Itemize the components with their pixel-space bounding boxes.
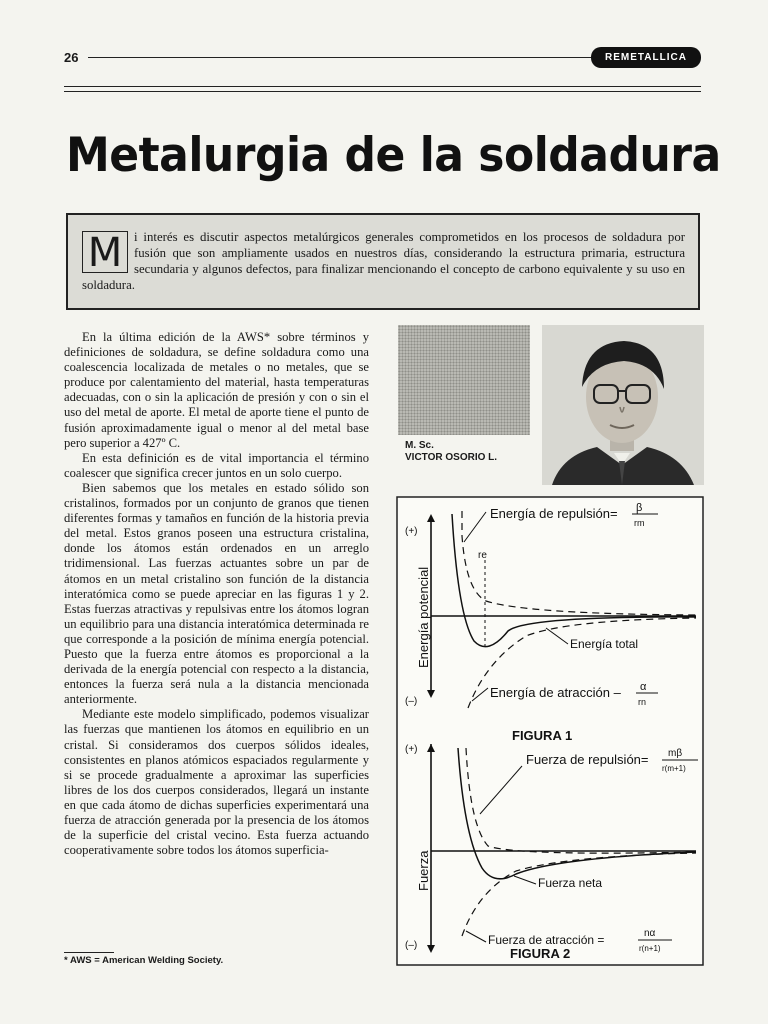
page-number: 26 (64, 50, 79, 65)
fig2-attraction-den: r(n+1) (639, 944, 661, 953)
fig2-attraction-num: nα (644, 928, 656, 939)
article-title: Metalurgia de la soldadura (66, 128, 721, 184)
body-paragraph: En la última edición de la AWS* sobre términos y definiciones de soldadura, se define soldadura como una coalescencia localizada de metales o no metales, que se produce por calentamiento del material, hasta temperaturas adecuadas, con o sin la aplicación de presión y con o sin el uso del metal de aporte. El metal de aporte tiene el punto de fusión aproximadamente igual o menor al del metal base pero superior a 427º C. (64, 330, 369, 450)
fig1-total-label: Energía total (570, 637, 639, 651)
author-portrait (542, 325, 704, 485)
fig1-attraction-label: Energía de atracción – (490, 685, 621, 700)
body-paragraph: En esta definición es de vital importancia el término coalescer que significa crecer juntos en un solo cuerpo. (64, 450, 369, 480)
fig2-plus-label: (+) (405, 744, 418, 755)
fig1-repulsion-label: Energía de repulsión= (490, 506, 618, 521)
fig1-attraction-num: α (640, 681, 647, 693)
footnote: * AWS = American Welding Society. (64, 955, 224, 966)
body-paragraph: Bien sabemos que los metales en estado sólido son cristalinos, formados por un conjunto de granos que tienen diferentes formas y tamaños en función de la historia previa del metal. Estos granos poseen una estructura cristalina, donde los átomos están ordenados en un arreglo tridimensional. Las fuerzas actuantes sobre un par de átomos en un metal cristalino son función de la distancia interatómica como se puede apreciar en las figuras 1 y 2. Estas fuerzas atractivas y repulsivas entre los átomos logran un equilibrio para una distancia interatómica determinada re que corresponde a la posición de mínima energía potencial. Puesto que la fuerza entre átomos es proporcional a la derivada de la energía potencial con respecto a la distancia, entonces la fuerza será nula a la distancia mencionada anteriormente. (64, 480, 369, 707)
fig2-repulsion-num: mβ (668, 748, 683, 759)
author-name: VICTOR OSORIO L. (405, 452, 498, 463)
fig2-minus-label: (–) (405, 940, 418, 951)
abstract-box (66, 213, 700, 310)
fig1-plus-label: (+) (405, 526, 418, 537)
body-column (64, 330, 369, 858)
footnote-rule (64, 952, 114, 953)
fig2-y-label: Fuerza (416, 850, 431, 891)
magazine-badge: REMETALLICA (591, 47, 701, 68)
fig2-repulsion-label: Fuerza de repulsión= (526, 752, 649, 767)
abstract-text: i interés es discutir aspectos metalúrgicos generales comprometidos en los procesos de soldadura por fusión que son ampliamente usados en nuestros días, considerando la estructura primaria, estructura secundaria y algunos defectos, para finalizar mencionando el concepto de carbono equivalente y su uso en soldadura. (82, 230, 685, 292)
fig1-minus-label: (–) (405, 696, 418, 707)
fig2-attraction-label: Fuerza de atracción = (488, 933, 605, 947)
fig1-y-label: Energía potencial (416, 566, 431, 668)
halftone-panel (398, 325, 530, 435)
fig1-attraction-den: rn (638, 697, 647, 707)
header-rule (88, 57, 593, 58)
fig2-net-label: Fuerza neta (538, 876, 603, 890)
author-caption (405, 440, 497, 464)
fig1-repulsion-den: rm (634, 518, 645, 528)
double-rule-divider (64, 86, 701, 92)
fig2-repulsion-den: r(m+1) (662, 764, 686, 773)
fig2-caption: FIGURA 2 (510, 946, 571, 961)
abstract-dropcap: M (82, 231, 128, 273)
figures-panel (396, 496, 704, 966)
fig1-repulsion-num: β (636, 502, 643, 514)
author-degree: M. Sc. (405, 440, 434, 451)
body-paragraph: Mediante este modelo simplificado, podemos visualizar las fuerzas que mantienen los átomos en equilibrio en un cristal. Si consideramos dos cuerpos sólidos ideales, consistentes en planos atómicos espaciados regularmente y si se procede gradualmente a aproximar las superficies libres de los dos cuerpos considerados, llegará un instante en que cada átomo de dichas superficies experimentará una fuerza de atracción generada por la presencia de los átomos de la superficie del cristal vecino. Esta fuerza actuando cooperativamente sobre todos los átomos superficia- (64, 707, 369, 858)
fig1-re-label: re (478, 550, 487, 561)
fig1-caption: FIGURA 1 (512, 728, 573, 743)
